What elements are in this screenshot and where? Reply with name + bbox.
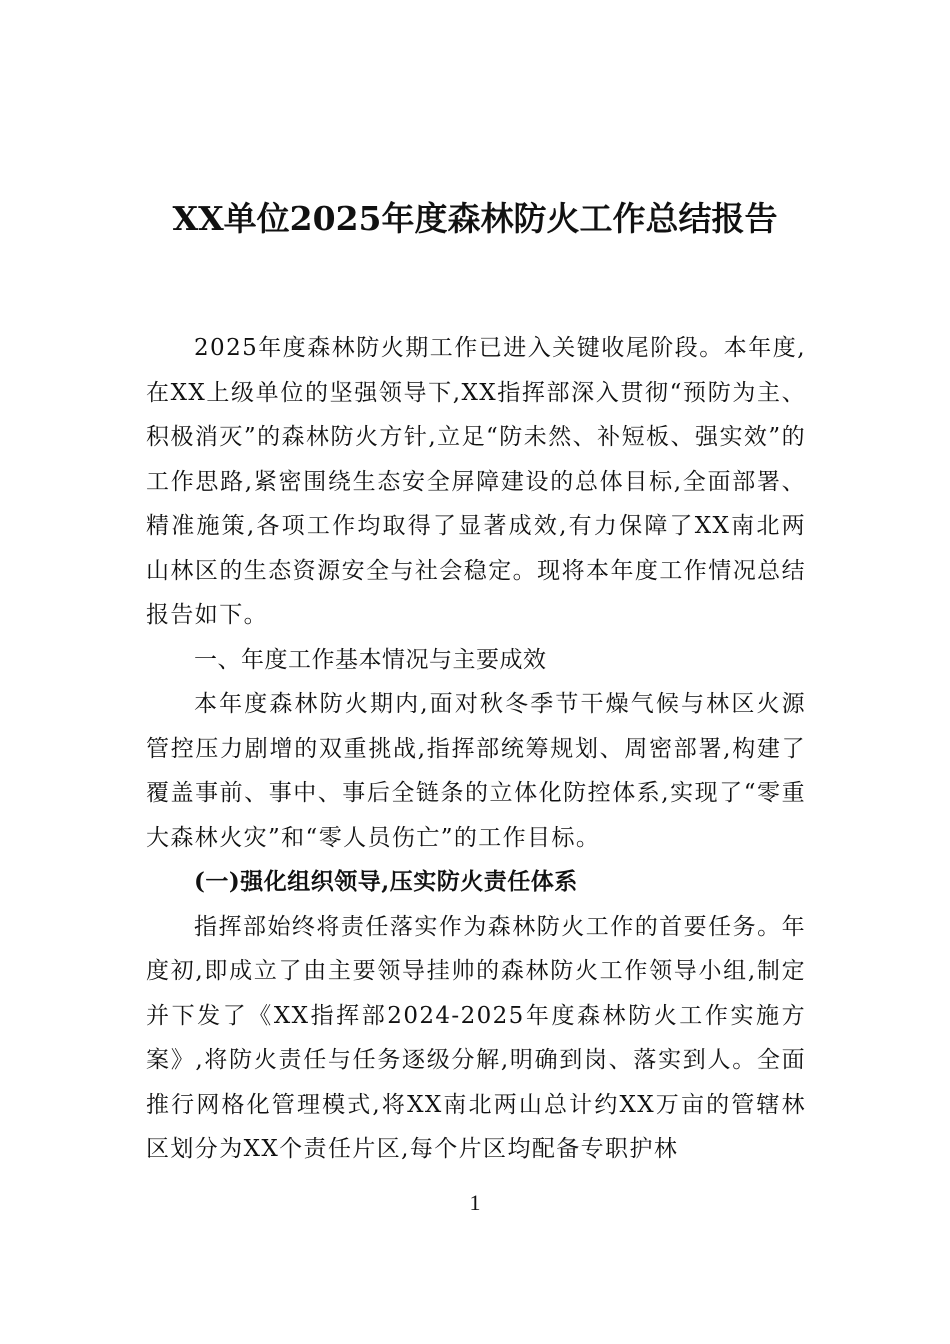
subsection-paragraph: 指挥部始终将责任落实作为森林防火工作的首要任务。年度初,即成立了由主要领导挂帅的森林防火工作领导小组,制定并下发了《XX指挥部2024-2025年度森林防火工作实施方案》,将防火责任与任务逐级分解,明确到岗、落实到人。全面推行网格化管理模式,将XX南北两山总计约XX万亩的管辖林区划分为XX个责任片区,每个片区均配备专职护林 — [146, 913, 806, 1162]
intro-paragraph: 2025年度森林防火期工作已进入关键收尾阶段。本年度,在XX上级单位的坚强领导下,XX指挥部深入贯彻“预防为主、积极消灭”的森林防火方针,立足“防未然、补短板、强实效”的工作思路,紧密围绕生态安全屏障建设的总体目标,全面部署、精准施策,各项工作均取得了显著成效,有力保障了XX南北两山林区的生态资源安全与社会稳定。现将本年度工作情况总结报告如下。 — [146, 335, 806, 628]
page-number: 1 — [469, 1190, 481, 1215]
document-body — [146, 326, 806, 1172]
section-heading: 一、年度工作基本情况与主要成效 — [194, 646, 547, 673]
document-title: XX单位2025年度森林防火工作总结报告 — [172, 199, 778, 238]
section-paragraph: 本年度森林防火期内,面对秋冬季节干燥气候与林区火源管控压力剧增的双重挑战,指挥部统筹规划、周密部署,构建了覆盖事前、事中、事后全链条的立体化防控体系,实现了“零重大森林火灾”和“零人员伤亡”的工作目标。 — [146, 691, 806, 851]
subsection-heading: (一)强化组织领导,压实防火责任体系 — [194, 868, 578, 895]
